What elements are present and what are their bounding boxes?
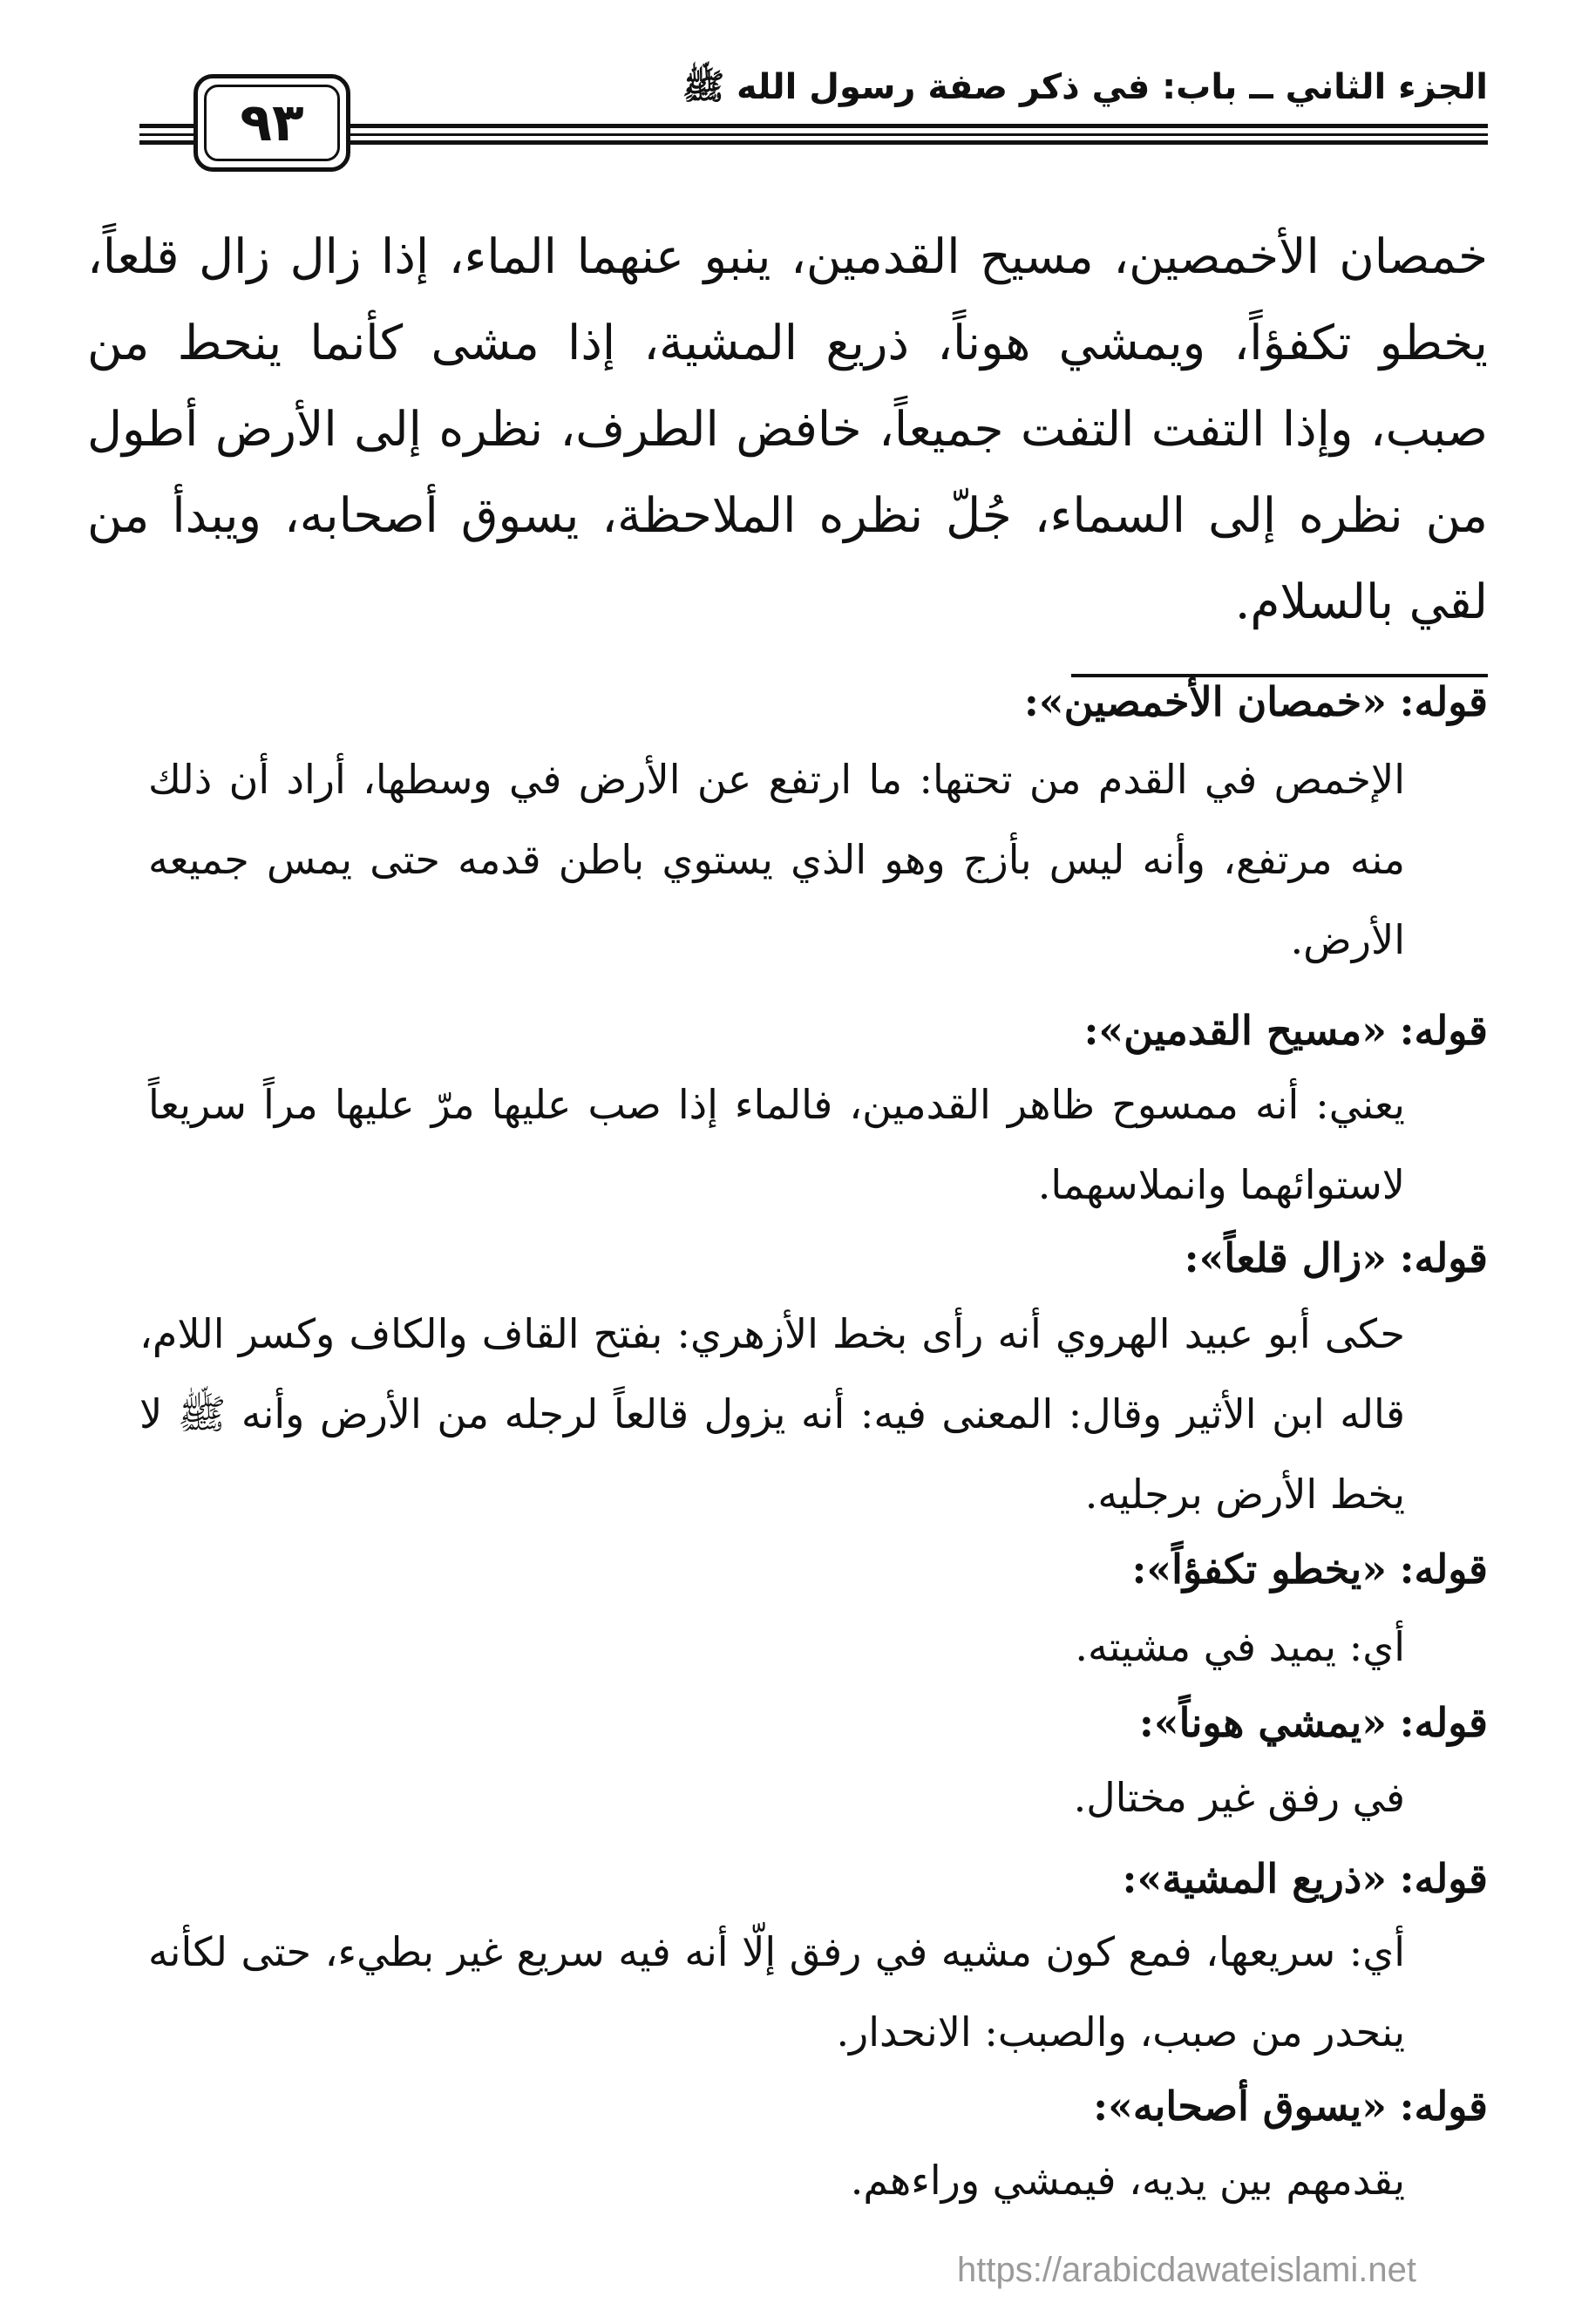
footnote-body: أي: يميد في مشيته. xyxy=(1075,1623,1405,1670)
footnote-term: «زال قلعاً»: xyxy=(1184,1234,1387,1281)
footnote-body: يقدمهم بين يديه، فيمشي وراءهم. xyxy=(850,2157,1405,2204)
footnote-heading xyxy=(1185,1232,1488,1284)
footnote-body: يعني: أنه ممسوح ظاهر القدمين، فالماء إذا صب عليها مرّ عليها مراً سريعاً لاستوائهما وانملاسهما. xyxy=(148,1081,1405,1208)
footnote-heading xyxy=(1093,2080,1488,2132)
main-text: خمصان الأخمصين، مسيح القدمين، ينبو عنهما الماء، إذا زال زال قلعاً، يخطو تكفؤاً، ويمشي هوناً، ذريع المشية، إذا مشى كأنما ينحط من صبب، وإذا التفت التفت جميعاً، خافض الطرف، نظره إلى الأرض أطول من نظره إلى السماء، جُلّ نظره الملاحظة، يسوق أصحابه، ويبدأ من لقي بالسلام. xyxy=(87,228,1488,629)
footnote-keyword: قوله: xyxy=(1399,678,1488,725)
footnote-keyword: قوله: xyxy=(1399,1855,1488,1902)
footnote-term: «ذريع المشية»: xyxy=(1122,1855,1387,1902)
footnote-term: «يسوق أصحابه»: xyxy=(1093,2083,1387,2130)
footnote-term: «يمشي هوناً»: xyxy=(1138,1699,1387,1746)
watermark-url: https://arabicdawateislami.net xyxy=(957,2251,1416,2289)
footnote-term: «يخطو تكفؤاً»: xyxy=(1131,1546,1387,1593)
footnote-term: «مسيح القدمين»: xyxy=(1083,1007,1387,1054)
page-number: ٩٣ xyxy=(240,92,304,153)
footnote-body: في رفق غير مختال. xyxy=(1073,1774,1405,1821)
running-header: الجزء الثاني ــ باب: في ذكر صفة رسول الله ﷺ xyxy=(682,67,1488,107)
footnote-body: أي: سريعها، فمع كون مشيه في رفق إلّا أنه فيه سريع غير بطيء، حتى لكأنه ينحدر من صبب، والصبب: الانحدار. xyxy=(148,1928,1405,2056)
footnote-heading xyxy=(1083,1004,1488,1057)
footnote-keyword: قوله: xyxy=(1399,1007,1488,1054)
footnote-keyword: قوله: xyxy=(1399,1234,1488,1281)
footnote-heading xyxy=(1139,1696,1488,1749)
footnote-heading xyxy=(1131,1543,1488,1595)
footnote-term: «خمصان الأخمصين»: xyxy=(1023,678,1387,725)
footnote-keyword: قوله: xyxy=(1399,1546,1488,1593)
page-number-frame xyxy=(193,74,350,172)
footnote-body: الإخمص في القدم من تحتها: ما ارتفع عن الأرض في وسطها، أراد أن ذلك منه مرتفع، وأنه ليس بأزج وهو الذي يستوي باطن قدمه حتى يمس جميعه الأرض. xyxy=(148,756,1405,963)
footnote-body: حكى أبو عبيد الهروي أنه رأى بخط الأزهري: بفتح القاف والكاف وكسر اللام، قاله ابن الأثير وقال: المعنى فيه: أنه يزول قالعاً لرجله من الأرض وأنه ﷺ لا يخط الأرض برجليه. xyxy=(139,1310,1405,1518)
footnote-heading xyxy=(1123,1852,1489,1905)
footnote-keyword: قوله: xyxy=(1399,1699,1488,1746)
footnote-heading xyxy=(1024,676,1488,728)
footnote-keyword: قوله: xyxy=(1399,2083,1488,2130)
